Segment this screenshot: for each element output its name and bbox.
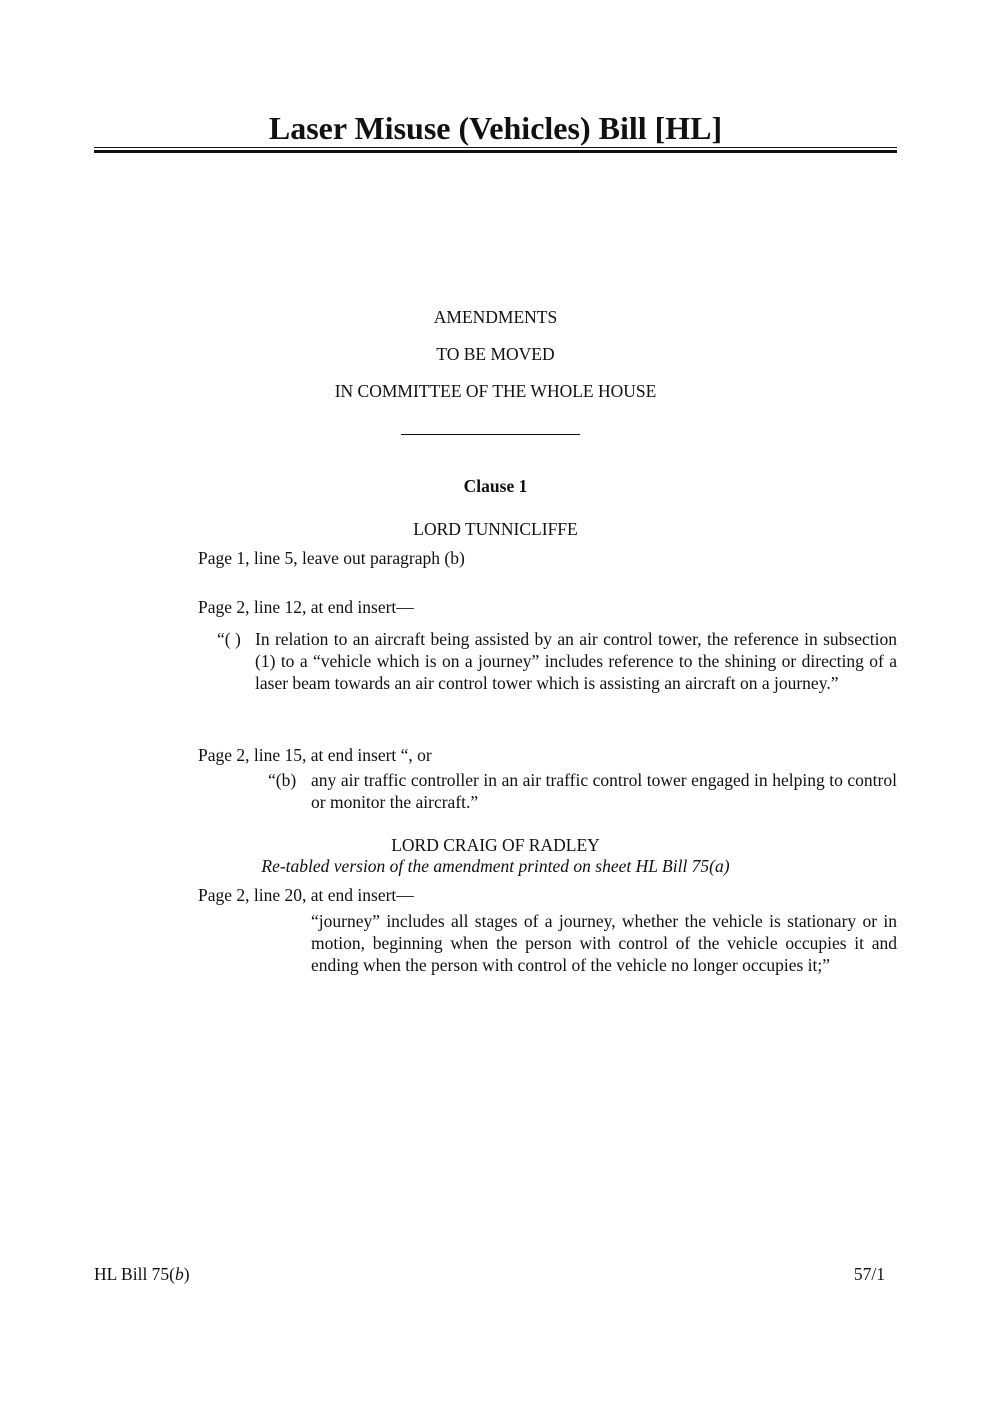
amendment-location: Page 2, line 15, at end insert “, or xyxy=(198,745,432,765)
paragraph-label: “(b) xyxy=(268,770,297,790)
heading-committee: IN COMMITTEE OF THE WHOLE HOUSE xyxy=(334,381,657,401)
amendment-location: Page 1, line 5, leave out paragraph (b) xyxy=(198,548,465,568)
section-divider xyxy=(401,434,580,435)
bill-title: Laser Misuse (Vehicles) Bill [HL] xyxy=(268,110,723,146)
clause-heading: Clause 1 xyxy=(463,476,528,496)
footer-sheet-number: 57/1 xyxy=(853,1264,885,1284)
heading-to-be-moved: TO BE MOVED xyxy=(436,344,555,364)
retabled-note: Re-tabled version of the amendment printed on sheet HL Bill 75(a) xyxy=(261,856,730,876)
amendment-text: In relation to an aircraft being assisted by an air control tower, the reference in subsection (1) to a “vehicle which is on a journey” includes reference to the shining or directing of a laser beam towards an air control tower which is assisting an aircraft on a journey.” xyxy=(255,629,897,693)
heading-amendments: AMENDMENTS xyxy=(433,307,558,327)
amendment-location: Page 2, line 20, at end insert— xyxy=(198,885,414,905)
amendment-text: “journey” includes all stages of a journey, whether the vehicle is stationary or in motion, beginning when the person with control of the vehicle occupies it and ending when the person with control of the vehicle no longer occupies it;” xyxy=(311,911,897,975)
bill-ref-prefix: HL Bill 75( xyxy=(94,1264,176,1284)
title-rule-thin xyxy=(94,147,897,148)
bill-ref-close: ) xyxy=(183,1264,190,1284)
amendment-text: any air traffic controller in an air traffic control tower engaged in helping to control or monitor the aircraft.” xyxy=(311,770,897,812)
subsection-label: “( ) xyxy=(217,629,241,649)
amendment-location: Page 2, line 12, at end insert— xyxy=(198,597,414,617)
title-rule-thick xyxy=(94,150,897,153)
bill-ref-suffix: b xyxy=(175,1264,184,1284)
member-name: LORD TUNNICLIFFE xyxy=(413,519,578,539)
footer-bill-reference xyxy=(94,1263,190,1285)
member-name: LORD CRAIG OF RADLEY xyxy=(391,835,600,855)
